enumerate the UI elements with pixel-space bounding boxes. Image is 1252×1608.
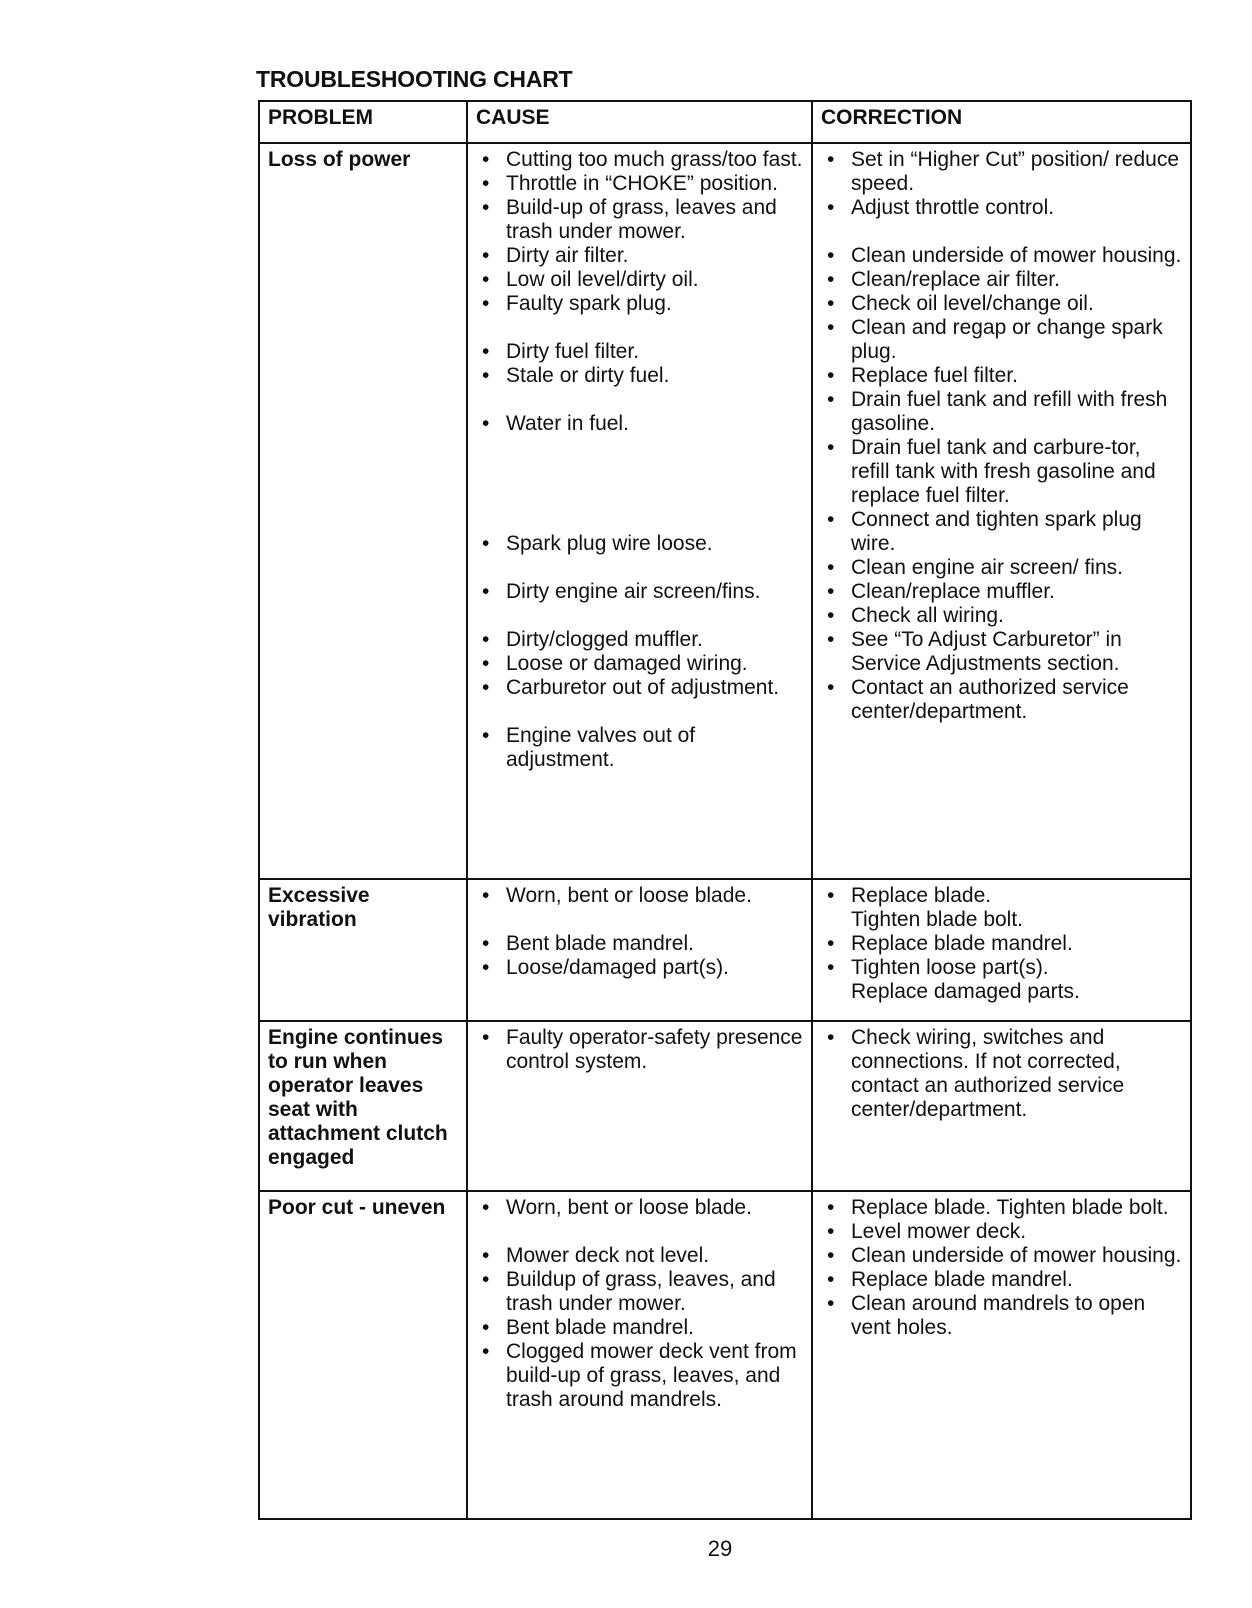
cause-list: [476, 1196, 803, 1412]
bullet-item: • Drain fuel tank and refill with fresh gasoline.: [821, 388, 1182, 436]
troubleshooting-chart: [258, 100, 1190, 1520]
problem-cell: Engine continues to run when operator leaves seat with attachment clutch engaged: [259, 1021, 467, 1191]
bullet-item: • Water in fuel.: [476, 412, 803, 436]
bullet-item: • Carburetor out of adjustment.: [476, 676, 803, 700]
bullet-item: • Set in “Higher Cut” position/ reduce speed.: [821, 148, 1182, 196]
problem-cell: Loss of power: [259, 143, 467, 879]
header-cause: CAUSE: [467, 101, 812, 143]
bullet-item: • Low oil level/dirty oil.: [476, 268, 803, 292]
continuation-line: Replace damaged parts.: [851, 980, 1080, 1003]
cause-list: [476, 1026, 803, 1074]
bullet-item: • Faulty spark plug.: [476, 292, 803, 316]
cause-cell: [467, 143, 812, 879]
correction-list: [821, 1026, 1182, 1122]
correction-list: [821, 884, 1182, 1004]
bullet-item: • Replace fuel filter.: [821, 364, 1182, 388]
bullet-item: • Spark plug wire loose.: [476, 532, 803, 556]
bullet-item: • Cutting too much grass/too fast.: [476, 148, 803, 172]
bullet-item: • Dirty fuel filter.: [476, 340, 803, 364]
bullet-item: • Check wiring, switches and connections. If not corrected, contact an authorized service center/department.: [821, 1026, 1182, 1122]
bullet-item: • Clean underside of mower housing.: [821, 1244, 1182, 1268]
bullet-item: • Clogged mower deck vent from build-up of grass, leaves, and trash around mandrels.: [476, 1340, 803, 1412]
bullet-item: • Check oil level/change oil.: [821, 292, 1182, 316]
correction-cell: [812, 1191, 1191, 1519]
bullet-item: • Replace blade mandrel.: [821, 1268, 1182, 1292]
bullet-item: • Dirty engine air screen/fins.: [476, 580, 803, 604]
bullet-item: • Clean engine air screen/ fins.: [821, 556, 1182, 580]
problem-cell: Excessive vibration: [259, 879, 467, 1021]
table-row: [259, 1191, 1191, 1519]
bullet-item: • Clean/replace muffler.: [821, 580, 1182, 604]
bullet-item: • Clean and regap or change spark plug.: [821, 316, 1182, 364]
bullet-item: • Bent blade mandrel.: [476, 932, 803, 956]
bullet-item: • Dirty/clogged muffler.: [476, 628, 803, 652]
bullet-item: • Replace blade. Tighten blade bolt.: [821, 1196, 1182, 1220]
bullet-item: • Build-up of grass, leaves and trash under mower.: [476, 196, 803, 244]
bullet-item: • Worn, bent or loose blade.: [476, 884, 803, 908]
cause-cell: [467, 879, 812, 1021]
bullet-item: • Tighten loose part(s).: [821, 956, 1182, 980]
cause-list: [476, 148, 803, 772]
bullet-item: • Contact an authorized service center/department.: [821, 676, 1182, 724]
bullet-item: • Worn, bent or loose blade.: [476, 1196, 803, 1220]
bullet-item: • Loose or damaged wiring.: [476, 652, 803, 676]
table-row: [259, 143, 1191, 879]
bullet-item: • Dirty air filter.: [476, 244, 803, 268]
problem-cell: Poor cut - uneven: [259, 1191, 467, 1519]
correction-cell: [812, 879, 1191, 1021]
bullet-item: • Adjust throttle control.: [821, 196, 1182, 220]
bullet-item: • Clean around mandrels to open vent holes.: [821, 1292, 1182, 1340]
table-row: [259, 879, 1191, 1021]
correction-list: [821, 148, 1182, 724]
page-number: 29: [707, 1536, 733, 1561]
cause-cell: [467, 1191, 812, 1519]
bullet-item: • Throttle in “CHOKE” position.: [476, 172, 803, 196]
bullet-item: • Stale or dirty fuel.: [476, 364, 803, 388]
bullet-item: • Faulty operator-safety presence control system.: [476, 1026, 803, 1074]
bullet-item: • Replace blade mandrel.: [821, 932, 1182, 956]
bullet-item: • Engine valves out of adjustment.: [476, 724, 803, 772]
chart-title: TROUBLESHOOTING CHART: [256, 66, 573, 92]
bullet-item: • Clean/replace air filter.: [821, 268, 1182, 292]
correction-list: [821, 1196, 1182, 1340]
troubleshooting-table: [258, 100, 1192, 1520]
bullet-item: • Check all wiring.: [821, 604, 1182, 628]
header-row: [259, 101, 1191, 143]
correction-cell: [812, 143, 1191, 879]
continuation-line: Tighten blade bolt.: [851, 908, 1024, 931]
bullet-item: • Level mower deck.: [821, 1220, 1182, 1244]
table-row: [259, 1021, 1191, 1191]
bullet-item: • Buildup of grass, leaves, and trash under mower.: [476, 1268, 803, 1316]
header-problem: PROBLEM: [259, 101, 467, 143]
bullet-item: • Mower deck not level.: [476, 1244, 803, 1268]
bullet-item: • See “To Adjust Carburetor” in Service Adjustments section.: [821, 628, 1182, 676]
header-correction: CORRECTION: [812, 101, 1191, 143]
cause-list: [476, 884, 803, 980]
bullet-item: • Drain fuel tank and carbure-tor, refill tank with fresh gasoline and replace fuel filter.: [821, 436, 1182, 508]
bullet-item: • Bent blade mandrel.: [476, 1316, 803, 1340]
bullet-item: • Clean underside of mower housing.: [821, 244, 1182, 268]
bullet-item: • Replace blade.: [821, 884, 1182, 908]
bullet-item: • Loose/damaged part(s).: [476, 956, 803, 980]
cause-cell: [467, 1021, 812, 1191]
bullet-item: • Connect and tighten spark plug wire.: [821, 508, 1182, 556]
correction-cell: [812, 1021, 1191, 1191]
